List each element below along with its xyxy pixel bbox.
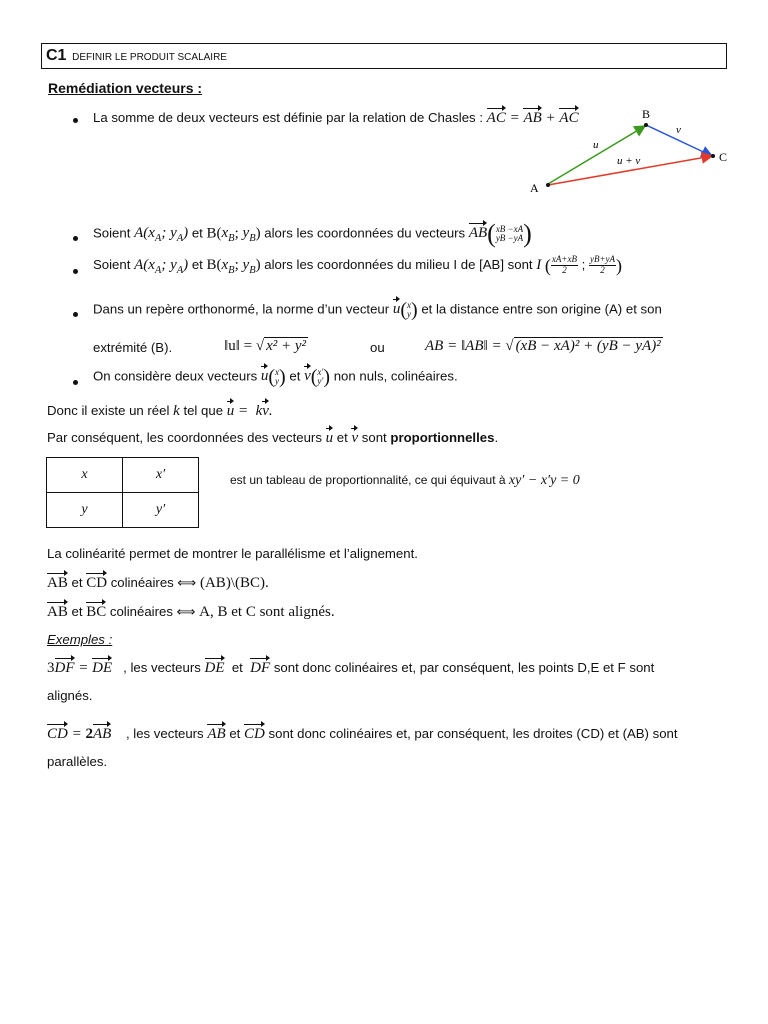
table-description: est un tableau de proportionnalité, ce qui équivaut à xy′ − x′y = 0 (230, 473, 580, 488)
coords-col-bottom: yB −yA (495, 233, 524, 243)
chapter-header (46, 47, 227, 65)
donc-line: Donc il existe un réel k tel que u = kv. (47, 403, 273, 419)
consequent-line: Par conséquent, les coordonnées des vecteurs u et v sont proportionnelles. (47, 430, 499, 446)
bullet (73, 312, 78, 317)
table-cell: y′ (123, 493, 199, 528)
norm-u-formula: ‖u‖ = √ x² + y² (224, 338, 307, 354)
milieu-text: alors les coordonnées du milieu I de [AB] sont (264, 256, 533, 272)
example-1-line2: alignés. (47, 688, 93, 703)
norm-ab-formula: AB = ‖AB‖ = √ (xB − xA)² + (yB − yA)² (425, 338, 661, 354)
coords-prefix: Soient (93, 225, 131, 241)
colinearite-text: La colinéarité permet de montrer le parallélisme et l’alignement. (47, 546, 418, 561)
milieu-line: Soient $A(x_A$; $y_A$) et $B(x_B$; $y_B$) alors les coordonnées du milieu I de [AB] sont I ( $\frac{xA+xB}{2}$ ; $\frac{yB+yA}{2}$ ) (93, 254, 623, 276)
chapter-title: DEFINIR LE PRODUIT SCALAIRE (72, 52, 227, 63)
norme-text-end: et la distance entre son origine (A) et son (421, 301, 662, 317)
example-2: CD = 2AB , les vecteurs AB et CD sont donc colinéaires et, par conséquent, les droites (CD) et (AB) sont (47, 726, 678, 742)
norme-line1: Dans un repère orthonormé, la norme d’un vecteur u( x y ) et la distance entre son origine (A) et son (93, 299, 662, 321)
chasles-line (93, 110, 579, 127)
norme-line2 (93, 340, 172, 355)
proportion-table (46, 457, 199, 528)
coords-vec: AB (468, 225, 488, 242)
table-row (47, 493, 199, 528)
vector-diagram (520, 100, 735, 200)
example-2-formula: CD = 2AB (47, 726, 112, 742)
table-cell: y (47, 493, 123, 528)
donc-formula: u = kv. (226, 403, 273, 419)
norme-extremite: extrémité (B). (93, 340, 173, 355)
point-b-dot (644, 123, 648, 127)
bullet (73, 236, 78, 241)
section-title: Remédiation vecteurs : (48, 80, 203, 96)
bullet (73, 380, 78, 385)
example-1: 3DF = DE , les vecteurs DE et DF sont donc colinéaires et, par conséquent, les points D,E et F sont (47, 660, 655, 676)
label-v: v (676, 124, 681, 136)
norme-text: Dans un repère orthonormé, la norme d’un vecteur (93, 301, 390, 317)
example-2-line2: parallèles. (47, 754, 108, 769)
point-a-label: A (530, 181, 539, 195)
exemples-title: Exemples : (47, 632, 113, 647)
coords-col-top: xB −xA (495, 223, 524, 234)
rule-1: AB et CD colinéaires ⟺ (AB)\(BC). (47, 575, 269, 591)
coords-and: et (191, 225, 203, 241)
point-a-dot (546, 183, 550, 187)
colineaires-prefix: On considère deux vecteurs (93, 368, 258, 384)
point-c-label: C (719, 150, 728, 164)
example-1-formula: 3DF = DE (47, 660, 113, 676)
bullet (73, 118, 78, 123)
chapter-code: C1 (46, 47, 67, 64)
coords-text: alors les coordonnées du vecteurs (264, 225, 466, 241)
table-cell: x′ (123, 458, 199, 493)
table-row (47, 458, 199, 493)
table-formula: xy′ − x′y = 0 (508, 473, 580, 488)
chasles-text: La somme de deux vecteurs est définie par la relation de Chasles : (93, 110, 483, 125)
chasles-formula: AC = AB + AC (486, 110, 579, 126)
rule-2: AB et BC colinéaires ⟺ A, B et C sont alignés. (47, 604, 335, 620)
norme-ou: ou (370, 340, 385, 355)
milieu-point: I (536, 256, 542, 273)
point-c-dot (711, 154, 715, 158)
label-sum: u + v (617, 155, 641, 167)
bullet (73, 269, 78, 274)
table-cell: x (47, 458, 123, 493)
colineaires-line: On considère deux vecteurs u( x y ) et v( x′ y′ ) non nuls, colinéaires. (93, 366, 458, 388)
consequent-bold: proportionnelles (390, 430, 495, 445)
coords-line: Soient $A(x_A$; $y_A$) et $B(x_B$; $y_B$) alors les coordonnées du vecteurs AB( xB −xA yB −yA ) (93, 219, 532, 248)
point-b-label: B (642, 107, 651, 121)
label-u: u (593, 139, 599, 151)
colineaires-suffix: non nuls, colinéaires. (333, 368, 458, 384)
